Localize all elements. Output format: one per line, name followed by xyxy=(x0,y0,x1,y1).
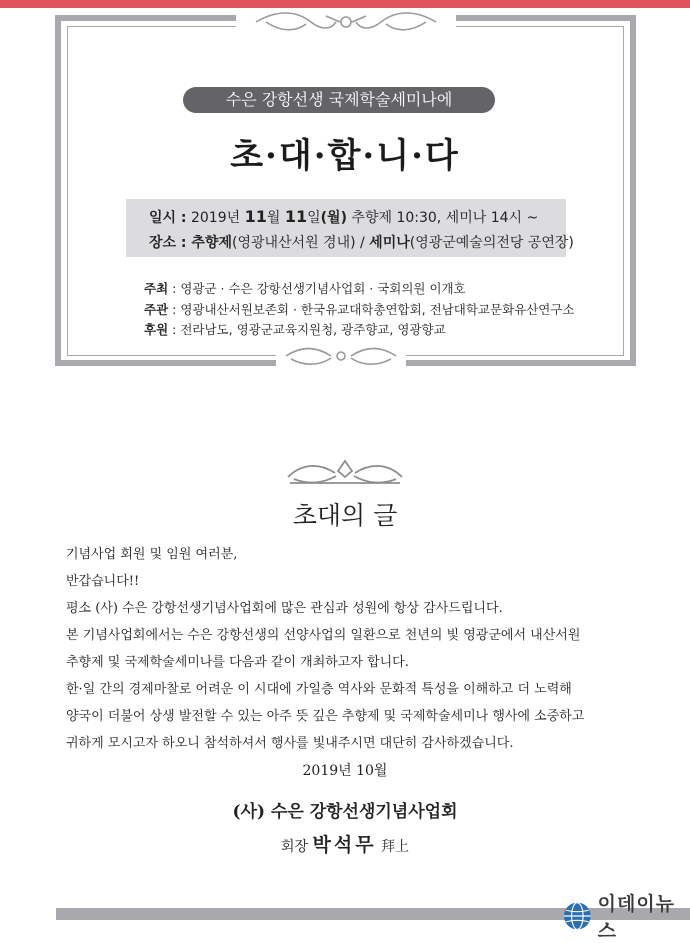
letter-line: 본 기념사업회에서는 수은 강항선생의 선양사업의 일환으로 천년의 빛 영광군에서 내산서원 xyxy=(66,628,581,643)
date-label: 일시 : xyxy=(149,210,187,226)
schedule-place-line xyxy=(149,232,574,252)
place-label: 장소 : xyxy=(149,235,187,251)
letter-line: 반갑습니다!! xyxy=(66,574,140,589)
letter-date: 2019년 10월 xyxy=(302,763,388,779)
letter-line: 양국이 더불어 상생 발전할 수 있는 아주 뜻 깊은 추향제 및 국제학술세미나 행사에 소중하고 xyxy=(66,709,585,724)
signature-title: 회장 xyxy=(280,839,313,855)
organizer-value: 영광군 · 수은 강항선생기념사업회 · 국회의원 이개호 xyxy=(180,281,466,296)
place-a-detail: (영광내산서원 경내) / xyxy=(231,235,370,251)
date-day-suffix: 일 xyxy=(307,210,321,226)
letter-line: 평소 (사) 수은 강항선생기념사업회에 많은 관심과 성원에 항상 감사드립니다. xyxy=(66,601,503,616)
news-logo-text: 이데이뉴스 xyxy=(597,893,676,942)
date-day: 11 xyxy=(284,207,308,226)
ornament-bottom-icon xyxy=(276,343,406,369)
letter-line: 한·일 간의 경제마찰로 어려운 이 시대에 가일층 역사와 문화적 특성을 이해하고 더 노력해 xyxy=(66,682,572,697)
schedule-date-line xyxy=(149,207,538,227)
organizer-host xyxy=(144,279,466,297)
organizer-label: 주최 xyxy=(144,281,169,296)
ornament-top-icon xyxy=(236,8,456,36)
place-a-name: 추향제 xyxy=(186,235,232,251)
date-prefix: 2019년 xyxy=(186,210,245,226)
letter-line: 기념사업 회원 및 임원 여러분, xyxy=(66,547,238,562)
globe-icon xyxy=(563,901,592,931)
place-b-detail: (영광군예술의전당 공연장) xyxy=(409,235,574,251)
date-rest: 추향제 10:30, 세미나 14시 ~ xyxy=(346,210,539,226)
organizer-value: 영광내산서원보존회 · 한국유교대학총연합회, 전남대학교문화유산연구소 xyxy=(180,302,575,317)
date-month-suffix: 월 xyxy=(266,210,285,226)
date-month: 11 xyxy=(244,207,267,226)
organizer-sep: : xyxy=(168,302,181,317)
signature-name: 박석무 xyxy=(312,834,377,856)
signature-suffix: 拜上 xyxy=(376,839,409,855)
organizer-managing xyxy=(144,300,575,318)
place-b-name: 세미나 xyxy=(369,235,410,251)
letter-line: 귀하게 모시고자 하오니 참석하셔서 행사를 빛내주시면 대단히 감사하겠습니다. xyxy=(66,736,514,751)
ornament-letter-icon xyxy=(280,455,410,487)
news-logo xyxy=(563,889,690,943)
invitation-subtitle-pill: 수은 강항선생 국제학술세미나에 xyxy=(183,87,495,113)
letter-line: 추향제 및 국제학술세미나를 다음과 같이 개최하고자 합니다. xyxy=(66,655,409,670)
organizer-sep: : xyxy=(168,322,181,337)
date-weekday: (월) xyxy=(320,210,347,226)
organizer-label: 주관 xyxy=(144,302,169,317)
letter-organization: (사) 수은 강항선생기념사업회 xyxy=(232,802,458,822)
top-accent-bar xyxy=(0,0,690,8)
organizer-value: 전라남도, 영광군교육지원청, 광주향교, 영광향교 xyxy=(180,322,446,337)
organizer-label: 후원 xyxy=(144,322,169,337)
organizer-sponsor xyxy=(144,320,446,338)
organizer-sep: : xyxy=(168,281,181,296)
invitation-title: 초·대·합·니·다 xyxy=(230,136,460,176)
letter-signature xyxy=(0,830,690,857)
letter-title: 초대의 글 xyxy=(292,501,398,530)
